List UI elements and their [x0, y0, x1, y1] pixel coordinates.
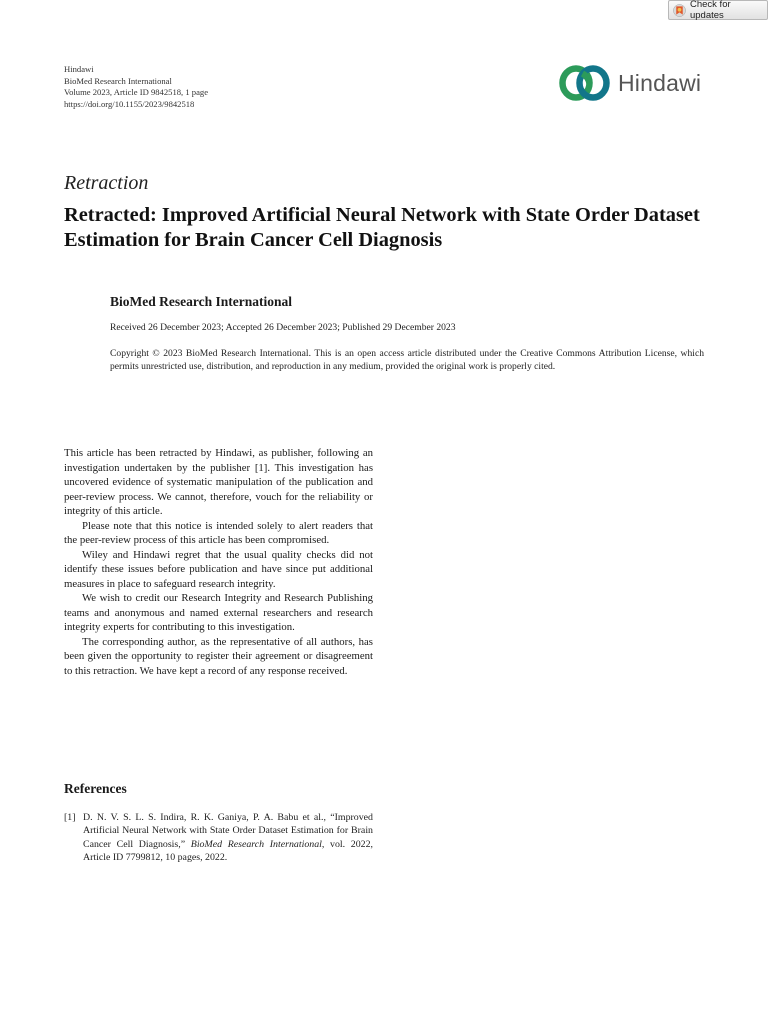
journal-header	[64, 64, 208, 110]
check-for-updates-label: Check for updates	[689, 0, 731, 21]
body-paragraph: Please note that this notice is intended solely to alert readers that the peer-review process of this article has been compromised.	[64, 519, 373, 546]
hindawi-logo	[558, 64, 701, 102]
journal-name: BioMed Research International	[64, 75, 172, 86]
body-paragraph: We wish to credit our Research Integrity and Research Publishing teams and anonymous and named external researchers and research integrity experts for contributing to this investigation.	[64, 592, 373, 633]
reference-journal: BioMed Research International	[190, 838, 322, 850]
hindawi-rings-icon	[558, 64, 612, 102]
doi-link[interactable]: https://doi.org/10.1155/2023/9842518	[64, 98, 195, 109]
crossmark-icon	[673, 4, 686, 17]
body-paragraph: This article has been retracted by Hindawi, as publisher, following an investigation undertaken by the publisher [1]. This investigation has uncovered evidence of systematic manipulation of the publication and peer-review process. We cannot, therefore, vouch for the reliability or integrity of this article.	[64, 447, 373, 517]
volume-info: Volume 2023, Article ID 9842518, 1 page	[64, 87, 209, 98]
reference-details: , vol. 2022, Article ID 7799812, 10 pages, 2022.	[83, 838, 373, 863]
article-title: Retracted: Improved Artificial Neural Network with State Order Dataset Estimation for Brain Cancer Cell Diagnosis	[64, 204, 700, 251]
reference-citation: D. N. V. S. L. S. Indira, R. K. Ganiya, P. A. Babu et al., “Improved Artificial Neural Network with State Order Dataset Estimation for Brain Cancer Cell Diagnosis,”	[83, 812, 373, 850]
body-paragraph: The corresponding author, as the representative of all authors, has been given the opportunity to register their agreement or disagreement to this retraction. We have kept a record of any response received.	[64, 635, 373, 677]
references-heading: References	[64, 781, 127, 796]
article-type: Retraction	[64, 172, 149, 194]
check-for-updates-button[interactable]	[668, 0, 768, 20]
article-dates: Received 26 December 2023; Accepted 26 December 2023; Published 29 December 2023	[110, 322, 456, 333]
body-paragraph: Wiley and Hindawi regret that the usual quality checks did not identify these issues before publication and have since put additional measures in place to safeguard research integrity.	[64, 548, 373, 590]
copyright-notice: Copyright © 2023 BioMed Research International. This is an open access article distributed under the Creative Commons Attribution License, which permits unrestricted use, distribution, and reproduction in any medium, provided the original work is properly cited.	[110, 348, 704, 372]
reference-text	[83, 811, 373, 864]
hindawi-wordmark: Hindawi	[618, 69, 702, 96]
article-body	[64, 446, 373, 678]
publisher-name: Hindawi	[64, 64, 94, 74]
reference-number: [1]	[64, 812, 76, 823]
article-author: BioMed Research International	[110, 294, 292, 309]
reference-item	[64, 811, 373, 864]
